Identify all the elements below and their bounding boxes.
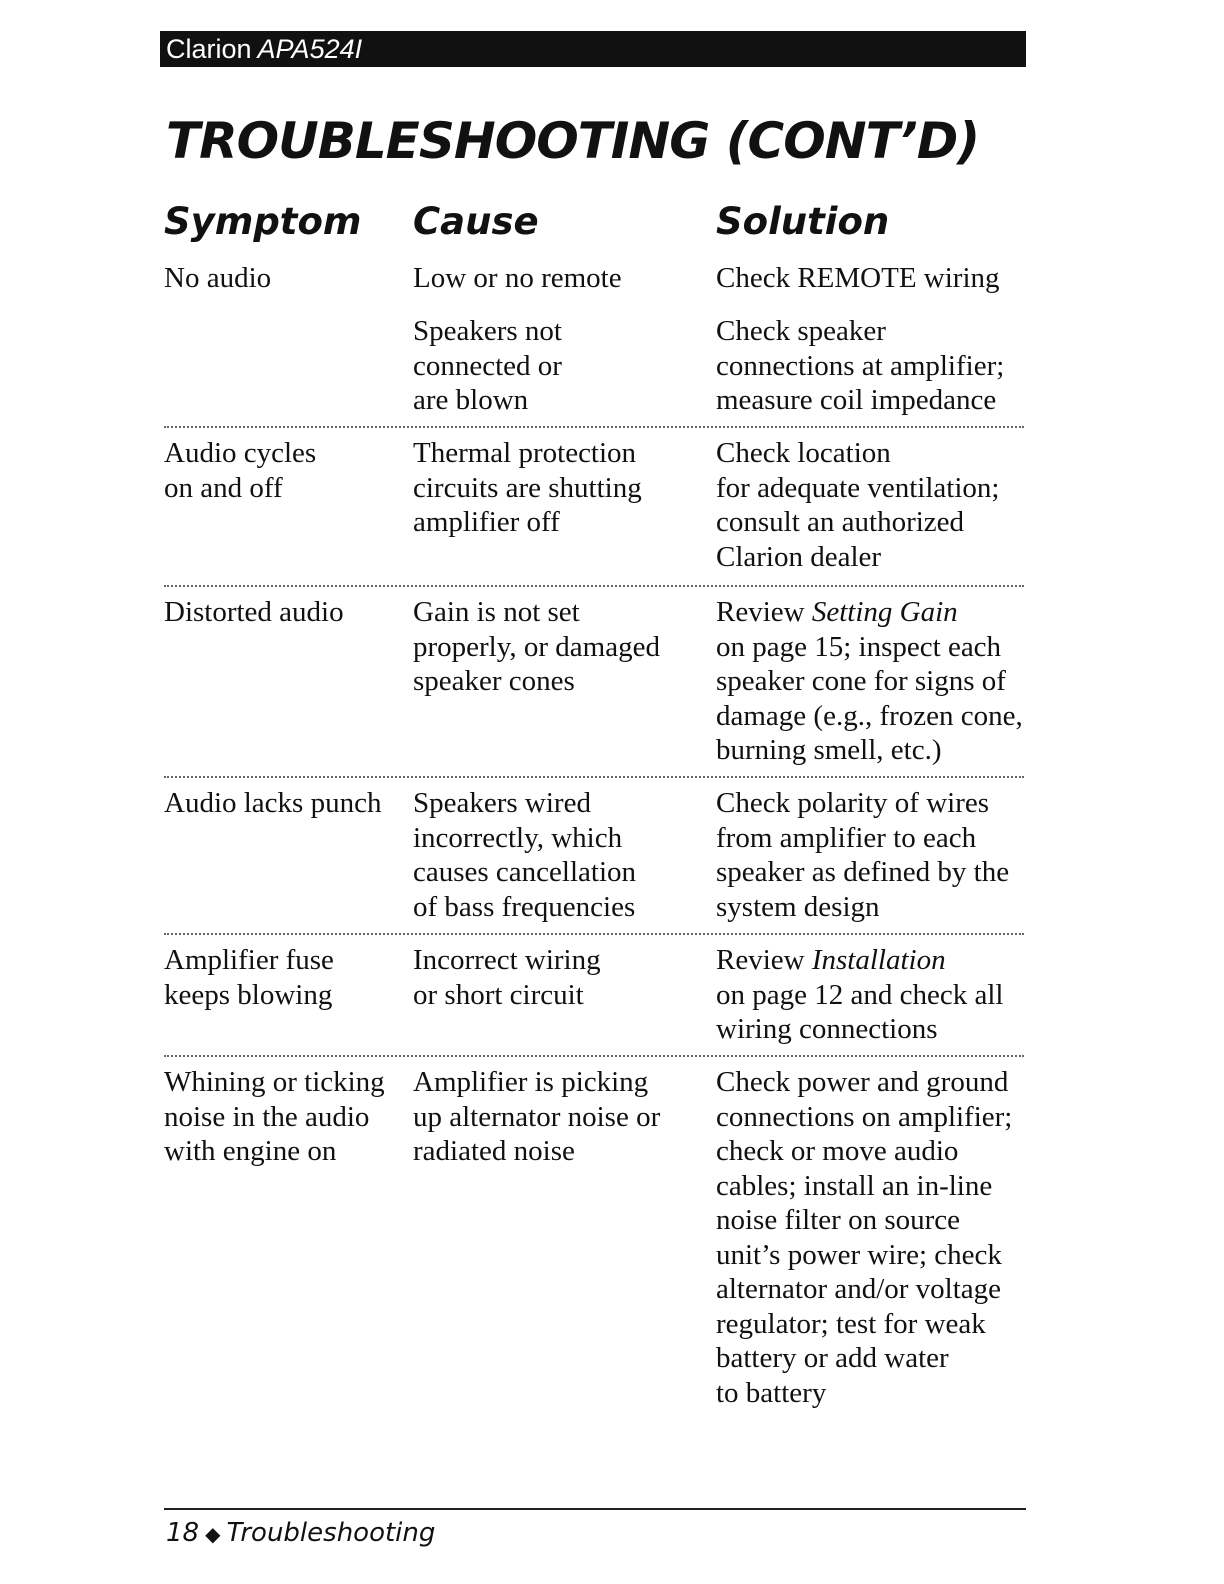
cause-speakers-wired-incorrectly: Speakers wired incorrectly, which causes cancellation of bass frequencies [413,787,637,923]
symptom-distorted-audio: Distorted audio [164,596,344,628]
solution-review-installation [716,943,1003,1047]
section-reference: Installation [811,944,946,976]
symptom-whining-noise: Whining or ticking noise in the audio with engine on [164,1066,385,1167]
solution-check-remote: Check REMOTE wiring [716,262,1000,294]
column-header-symptom: Symptom [164,200,362,243]
cause-incorrect-wiring: Incorrect wiring or short circuit [413,944,601,1011]
cause-alternator-noise: Amplifier is picking up alternator noise or radiated noise [413,1066,661,1167]
symptom-no-audio: No audio [164,262,272,294]
cause-low-remote: Low or no remote [413,262,622,294]
solution-check-power-ground: Check power and ground connections on amplifier; check or move audio cables; install an in-line noise filter on source unit’s power wire; check alternator and/or voltage regulator; test for weak battery or add water to battery [716,1066,1013,1409]
solution-rest: on page 12 and check all wiring connections [716,978,1004,1045]
model-number: APA524I [257,34,363,64]
solution-prefix: Review [716,944,812,976]
solution-rest: on page 15; inspect each speaker cone for signs of damage (e.g., frozen cone, burning smell, etc.) [716,630,1023,766]
solution-prefix: Review [716,596,812,628]
symptom-audio-lacks-punch: Audio lacks punch [164,787,382,819]
column-header-solution: Solution [716,200,890,243]
page-title: TROUBLESHOOTING (CONT’D) [166,112,980,170]
row-separator [164,585,1024,587]
section-reference: Setting Gain [811,596,958,628]
symptom-audio-cycles: Audio cycles on and off [164,437,317,504]
page-number: 18 [166,1518,200,1548]
cause-thermal-protection: Thermal protection circuits are shutting amplifier off [413,437,642,538]
row-separator [164,776,1024,778]
row-separator [164,933,1024,935]
header-bar [160,31,1026,67]
solution-check-speaker-connections: Check speaker connections at amplifier; measure coil impedance [716,315,1005,416]
cause-gain-not-set: Gain is not set properly, or damaged speaker cones [413,596,660,697]
diamond-bullet-icon: ◆ [205,1522,221,1546]
row-separator [164,1055,1024,1057]
brand-name: Clarion [166,34,252,64]
footer-rule [164,1508,1026,1510]
cause-speakers-not-connected: Speakers not connected or are blown [413,315,562,416]
page-footer [166,1515,435,1552]
solution-review-setting-gain [716,595,1023,768]
solution-check-location: Check location for adequate ventilation; consult an authorized Clarion dealer [716,437,1000,573]
symptom-amplifier-fuse: Amplifier fuse keeps blowing [164,944,334,1011]
solution-check-polarity: Check polarity of wires from amplifier to each speaker as defined by the system design [716,787,1010,923]
row-separator [164,426,1024,428]
column-header-cause: Cause [413,200,539,243]
footer-section-name: Troubleshooting [226,1518,436,1548]
